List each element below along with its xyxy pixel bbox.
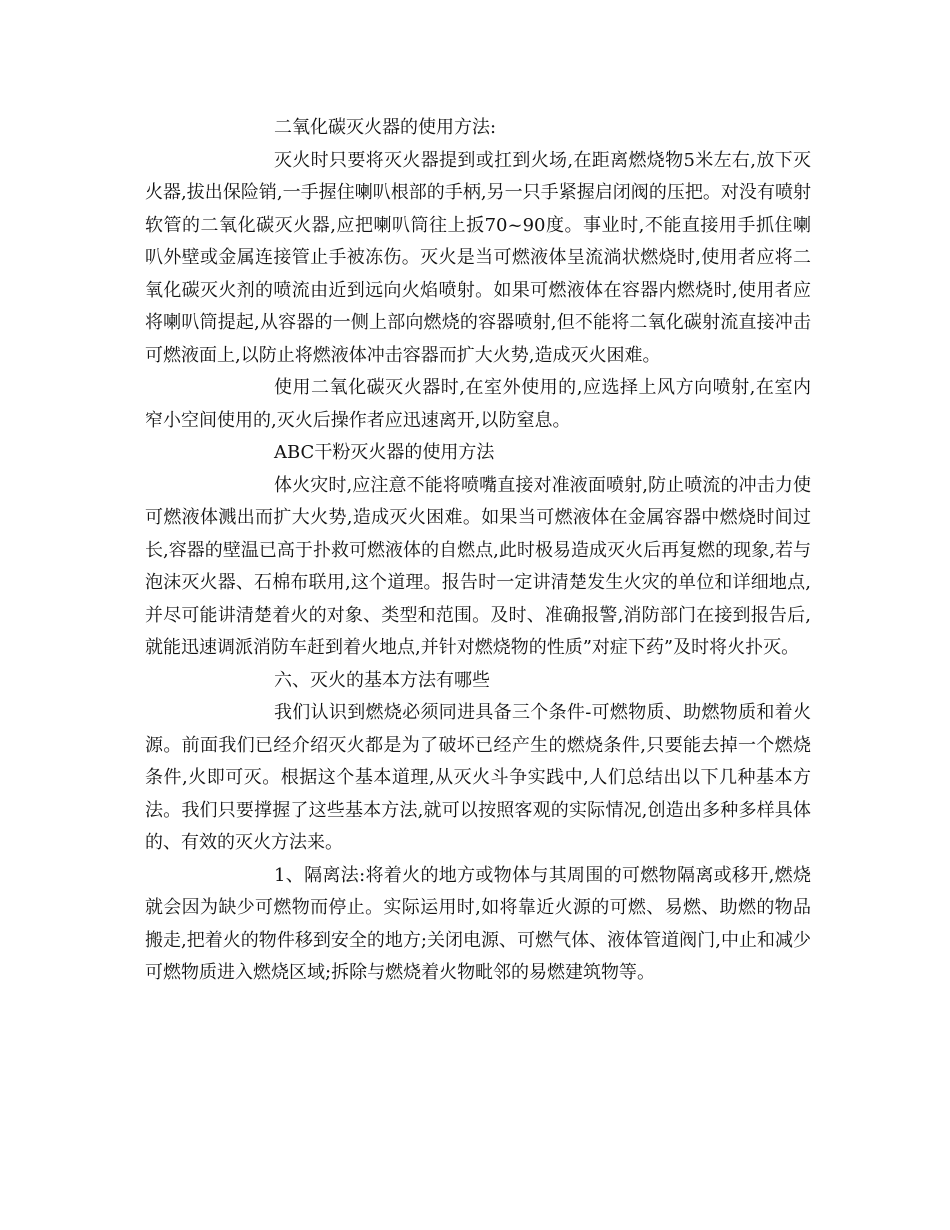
section-heading-basic-methods: 六、灭火的基本方法有哪些 [274,669,490,691]
paragraph-co2-procedure: 灭火时只要将灭火器提到或扛到火场,在距离燃烧物5米左右,放下灭火器,拔出保险销,一手握住喇叭根部的手柄,另一只手紧握启闭阀的压把。对没有喷射软管的二氧化碳灭火器,应把喇叭筒往上扳70~90度。事业时,不能直接用手抓住喇叭外壁或金属连接管止手被冻伤。灭火是当可燃液体呈流淌状燃烧时,使用者应将二氧化碳灭火剂的喷流由近到远向火焰喷射。如果可燃液体在容器内燃烧时,使用者应将喇叭筒提起,从容器的一侧上部向燃烧的容器喷射,但不能将二氧化碳射流直接冲击可燃液面上,以防止将燃液体冲击容器而扩大火势,造成灭火困难。 [145,149,811,366]
paragraph-co2-outdoor-indoor: 使用二氧化碳灭火器时,在室外使用的,应选择上风方向喷射,在室内窄小空间使用的,灭火后操作者应迅速离开,以防窒息。 [145,377,811,431]
paragraph-combustion-conditions: 我们认识到燃烧必须同进具备三个条件-可燃物质、助燃物质和着火源。前面我们已经介绍灭火都是为了破坏已经产生的燃烧条件,只要能去掉一个燃烧条件,火即可灭。根据这个基本道理,从灭火斗争实践中,人们总结出以下几种基本方法。我们只要撑握了这些基本方法,就可以按照客观的实际情况,创造出多种多样具体的、有效的灭火方法来。 [145,702,811,853]
paragraph-isolation-method: 1、隔离法:将着火的地方或物体与其周围的可燃物隔离或移开,燃烧就会因为缺少可燃物而停止。实际运用时,如将靠近火源的可燃、易燃、助燃的物品搬走,把着火的物件移到安全的地方;关闭电源、可燃气体、液体管道阀门,中止和减少可燃物质进入燃烧区域;拆除与燃烧着火物毗邻的易燃建筑物等。 [145,864,811,983]
section-heading-co2-usage: 二氧化碳灭火器的使用方法: [274,117,497,138]
document-body [145,112,811,990]
paragraph-abc-powder-procedure: 体火灾时,应注意不能将喷嘴直接对准液面喷射,防止喷流的冲击力使可燃液体溅出而扩大火势,造成灭火困难。如果当可燃液体在金属容器中燃烧时间过长,容器的壁温已高于扑救可燃液体的自燃点,此时极易造成灭火后再复燃的现象,若与泡沫灭火器、石棉布联用,这个道理。报告时一定讲清楚发生火灾的单位和详细地点,并尽可能讲清楚着火的对象、类型和范围。及时、准确报警,消防部门在接到报告后,就能迅速调派消防车赶到着火地点,并针对燃烧物的性质”对症下药”及时将火扑灭。 [145,474,811,658]
section-heading-abc-powder-usage: ABC干粉灭火器的使用方法 [274,442,495,463]
